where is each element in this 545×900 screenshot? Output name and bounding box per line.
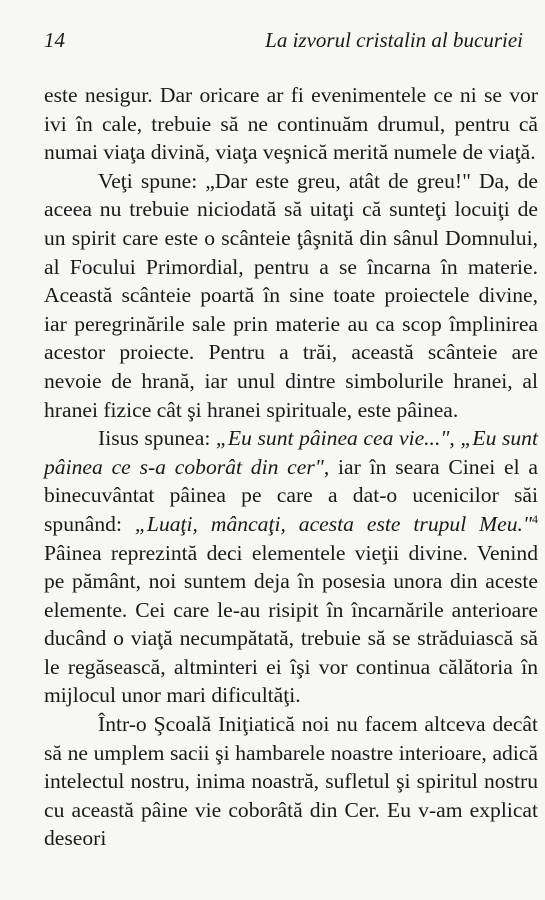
paragraph-1: este nesigur. Dar oricare ar fi evenimentele ce ni se vor ivi în cale, trebuie să ne continuăm drumul, pentru că numai viaţa divină, viaţa veşnică merită numele de viaţă.: [44, 83, 538, 165]
paragraph-3-text-1: Iisus spunea:: [98, 426, 216, 451]
paragraph-3-text-4: Pâinea reprezintă deci elementele vieţii divine. Venind pe pământ, noi suntem deja în posesia unora din aceste elemente. Cei care le-au risipit în încarnările anterioare ducând o viaţă necumpătată, trebuie să se străduiască să le regăsească, altminteri ei îşi vor continua călătoria în mijlocul unor mari dificultăţi.: [44, 540, 538, 708]
paragraph-2: Veţi spune: „Dar este greu, atât de greu!" Da, de aceea nu trebuie niciodată să uitaţi că sunteţi locuiţi de un spirit care este o scânteie ţâşnită din sânul Domnului, al Focului Primordial, pentru a se încarna în materie. Această scânteie poartă în sine toate proiectele divine, iar peregrinările sale prin materie au ca scop împlinirea acestor proiecte. Pentru a trăi, această scânteie are nevoie de hrană, iar unul dintre simbolurile hranei, al hranei fizice cât şi hranei spirituale, este pâinea.: [44, 168, 538, 422]
paragraph-3: [44, 424, 538, 710]
quote-take-eat: „Luaţi, mâncaţi, acesta este trupul Meu.": [134, 511, 532, 536]
page-body: [44, 81, 538, 853]
page-header: [44, 28, 523, 56]
paragraph-3-text-3: , iar în seara Cinei el a binecuvântat pâinea pe care a dat-o ucenicilor săi spunând:: [44, 454, 538, 536]
quote-living-bread: „Eu sunt pâinea cea vie...": [215, 426, 450, 451]
quote-bread-from-heaven: „Eu sunt pâinea ce s-a coborât din cer": [44, 426, 538, 479]
footnote-marker[interactable]: 4: [532, 511, 538, 526]
running-title: La izvorul cristalin al bucuriei: [265, 28, 523, 52]
page-number: 14: [44, 28, 65, 52]
paragraph-3-text-2: ,: [449, 426, 461, 451]
paragraph-4: Într-o Şcoală Iniţiatică noi nu facem altceva decât să ne umplem sacii şi hambarele noastre interioare, adică intelectul nostru, inima noastră, sufletul şi spiritul nostru cu această pâine vie coborâtă din Cer. Eu v-am explicat deseori: [44, 712, 538, 851]
